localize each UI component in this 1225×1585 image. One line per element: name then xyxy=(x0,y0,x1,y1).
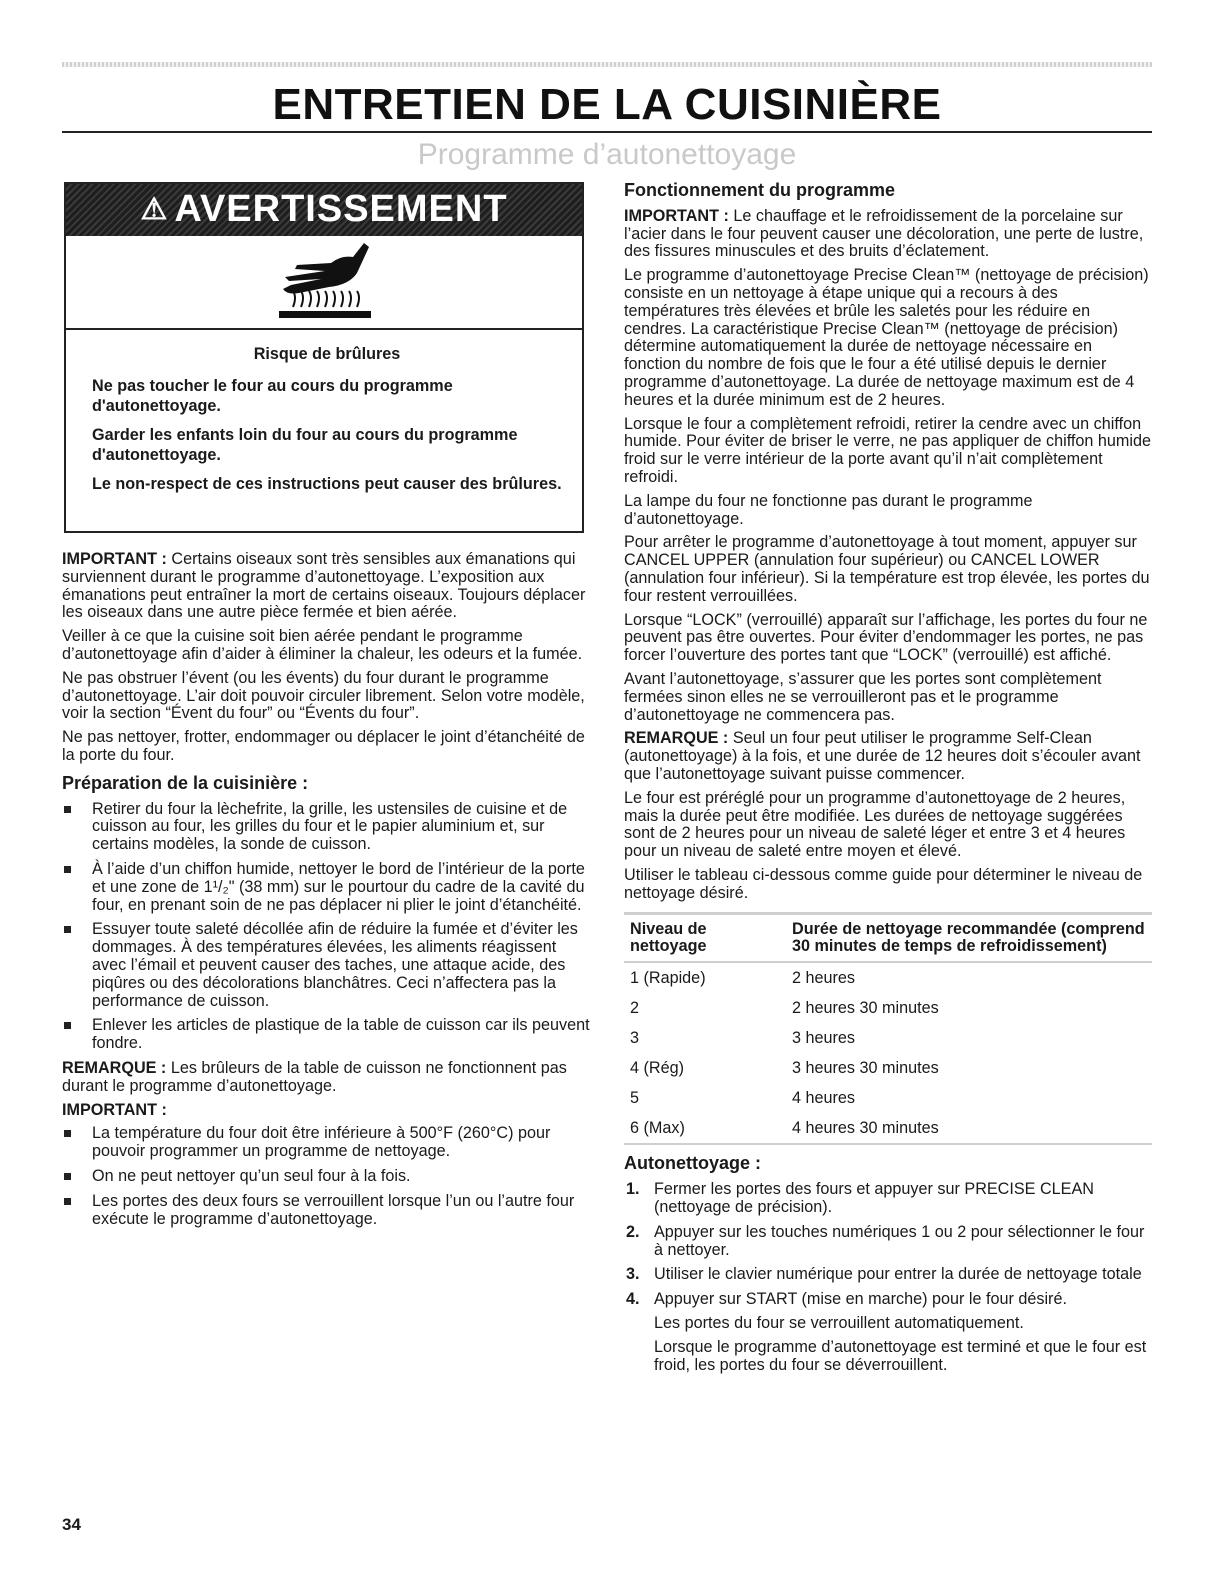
important-porcelain-paragraph xyxy=(624,208,1152,261)
table-row xyxy=(624,1023,1152,1053)
table-row xyxy=(624,1113,1152,1144)
table-cell: 3 heures 30 minutes xyxy=(792,1058,939,1077)
remark-lead: REMARQUE : xyxy=(62,1058,167,1077)
table-cell: 2 heures xyxy=(792,968,855,987)
table-cell: 1 (Rapide) xyxy=(630,968,706,987)
function-heading: Fonctionnement du programme xyxy=(624,180,896,200)
section-subtitle: Programme d’autonettoyage xyxy=(417,138,797,171)
remark-text: Seul un four peut utiliser le programme Self-Clean (autonettoyage) à la fois, et une durée de 12 heures doit s’écouler avant que l’autonettoyage suivant puisse commencer. xyxy=(624,729,1141,783)
table-intro-paragraph: Utiliser le tableau ci-dessous comme guide pour déterminer le niveau de nettoyage désiré. xyxy=(624,865,1143,902)
warning-risk: Risque de brûlures xyxy=(253,345,401,363)
important2-lead: IMPORTANT : xyxy=(62,1100,167,1119)
important-lead: IMPORTANT : xyxy=(62,550,167,568)
list-item: On ne peut nettoyer qu’un seul four à la fois. xyxy=(62,1168,592,1186)
step-note: Lorsque le programme d’autonettoyage est terminé et que le four est froid, les portes du four se déverrouillent. xyxy=(654,1337,1147,1374)
ash-paragraph: Lorsque le four a complètement refroidi, retirer la cendre avec un chiffon humide. Pour éviter de briser le verre, ne pas appliquer de chiffon humide froid sur le verre intérieur de la porte avant qu’il n’ait complètement refroidi. xyxy=(624,414,1151,486)
table-cell: 2 heures 30 minutes xyxy=(792,998,939,1017)
table-row xyxy=(624,1083,1152,1113)
precise-clean-paragraph: Le programme d’autonettoyage Precise Clean™ (nettoyage de précision) consiste en un nettoyage à étape unique qui a recours à des températures très élevées et brûle les saletés pour les réduire en cendres. La caractéristique Precise Clean™ (nettoyage de précision) détermine automatiquement la durée de nettoyage nécessaire en fonction du nombre de fois que le four a été utilisé depuis le dernier programme d’autonettoyage. La durée de nettoyage maximum est de 4 heures et la durée minimum est de 2 heures. xyxy=(624,266,1149,409)
preparation-list xyxy=(62,801,592,1053)
table-cell: 2 xyxy=(630,998,640,1017)
warning-line: Garder les enfants loin du four au cours du programme d'autonettoyage. xyxy=(92,426,518,464)
page-title: ENTRETIEN DE LA CUISINIÈRE xyxy=(272,80,942,129)
remark-paragraph xyxy=(624,730,1152,783)
doors-paragraph: Avant l’autonettoyage, s’assurer que les portes sont complètement fermées sinon elles ne se verrouilleront pas et le programme d’autonettoyage ne commencera pas. xyxy=(624,669,1102,724)
step-text: Utiliser le clavier numérique pour entrer la durée de nettoyage totale xyxy=(654,1265,1142,1284)
table-header-duration: Durée de nettoyage recommandée (comprend 30 minutes de temps de refroidissement) xyxy=(792,920,1145,956)
important-text: Le chauffage et le refroidissement de la porcelaine sur l’acier dans le four peuvent causer une décoloration, une perte de lustre, des fissures minuscules et des bruits d’éclatement. xyxy=(624,206,1144,261)
list-item xyxy=(624,1266,1152,1284)
table-cell: 4 heures 30 minutes xyxy=(792,1118,939,1137)
warning-box xyxy=(64,182,584,533)
remark-paragraph xyxy=(62,1060,592,1096)
step-text: Appuyer sur les touches numériques 1 ou 2 pour sélectionner le four à nettoyer. xyxy=(654,1222,1145,1259)
table-header-row xyxy=(624,914,1152,963)
list-item: La température du four doit être inférieure à 500°F (260°C) pour pouvoir programmer un programme de nettoyage. xyxy=(62,1125,592,1161)
list-item: Retirer du four la lèchefrite, la grille, les ustensiles de cuisine et de cuisson au four, les grilles du four et le papier aluminium et, sur certains modèles, la sonde de cuisson. xyxy=(62,801,592,854)
remark-text: Les brûleurs de la table de cuisson ne fonctionnent pas durant le programme d’autonettoyage. xyxy=(62,1058,567,1095)
table-cell: 4 heures xyxy=(792,1088,855,1107)
step-number: 4. xyxy=(626,1290,640,1309)
important-birds-paragraph xyxy=(62,551,592,622)
self-clean-steps xyxy=(624,1181,1152,1374)
preparation-heading: Préparation de la cuisinière : xyxy=(62,772,309,793)
important-text: Certains oiseaux sont très sensibles aux émanations qui surviennent durant le programme d’autonettoyage. L’exposition aux émanations peut entraîner la mort de certains oiseaux. Toujours déplacer les oiseaux dans une autre pièce fermée et bien aérée. xyxy=(62,550,586,622)
self-clean-heading: Autonettoyage : xyxy=(624,1153,761,1174)
list-item: Essuyer toute saleté décollée afin de réduire la fumée et d’éviter les dommages. À des températures élevées, les aliments réagissent avec l’émail et peuvent causer des taches, une attaque acide, des piqûres ou des décolorations blanchâtres. Ceci n’affectera pas la performance de cuisson. xyxy=(62,921,592,1010)
burn-hazard-icon xyxy=(66,236,582,330)
important-lead: IMPORTANT : xyxy=(624,206,729,225)
list-item: Les portes des deux fours se verrouillent lorsque l’un ou l’autre four exécute le programme d’autonettoyage. xyxy=(62,1193,592,1229)
warning-line: Ne pas toucher le four au cours du programme d'autonettoyage. xyxy=(92,377,453,415)
list-item: À l’aide d’un chiffon humide, nettoyer le bord de l’intérieur de la porte et une zone de 1¹/₂" (38 mm) sur le pourtour du cadre de la cavité du four, en prenant soin de ne pas déplacer ni plier le joint d’étanchéité. xyxy=(62,861,592,914)
ventilation-paragraph: Veiller à ce que la cuisine soit bien aérée pendant le programme d’autonettoyage afin d’aider à éliminer la chaleur, les odeurs et la fumée. xyxy=(62,627,583,663)
preset-paragraph: Le four est préréglé pour un programme d’autonettoyage de 2 heures, mais la durée peut être modifiée. Les durées de nettoyage suggérées sont de 2 heures pour un niveau de saleté léger et entre 3 et 4 heures pour un niveau de saleté entre moyen et élevé. xyxy=(624,788,1126,861)
list-item xyxy=(624,1291,1152,1374)
warning-line: Le non-respect de ces instructions peut causer des brûlures. xyxy=(92,475,562,493)
table-row xyxy=(624,993,1152,1023)
vent-paragraph: Ne pas obstruer l’évent (ou les évents) du four durant le programme d’autonettoyage. L’air doit pouvoir circuler librement. Selon votre modèle, voir la section “Évent du four” ou “Évents du four”. xyxy=(62,668,585,723)
step-note: Les portes du four se verrouillent automatiquement. xyxy=(654,1314,1024,1333)
step-number: 3. xyxy=(626,1265,640,1284)
table-cell: 6 (Max) xyxy=(630,1118,685,1137)
list-item xyxy=(624,1181,1152,1217)
lock-paragraph: Lorsque “LOCK” (verrouillé) apparaît sur l’affichage, les portes du four ne peuvent pas être ouvertes. Pour éviter d’endommager les portes, ne pas forcer l’ouverture des portes tant que “LOCK” (verrouillé) est affiché. xyxy=(624,610,1148,665)
cleaning-table xyxy=(624,912,1152,1145)
right-column xyxy=(624,182,1152,1381)
table-row xyxy=(624,1053,1152,1083)
cancel-paragraph: Pour arrêter le programme d’autonettoyage à tout moment, appuyer sur CANCEL UPPER (annulation four supérieur) ou CANCEL LOWER (annulation four inférieur). Si la température est trop élevée, les portes du four restent verrouillées. xyxy=(624,533,1150,605)
warning-triangle-icon: ⚠ xyxy=(140,193,169,227)
list-item xyxy=(624,1224,1152,1260)
step-number: 1. xyxy=(626,1180,640,1199)
gasket-paragraph: Ne pas nettoyer, frotter, endommager ou déplacer le joint d’étanchéité de la porte du four. xyxy=(62,728,585,764)
warning-header xyxy=(66,184,582,236)
table-cell: 4 (Rég) xyxy=(630,1058,684,1077)
table-row xyxy=(624,962,1152,993)
table-header-level: Niveau de nettoyage xyxy=(630,920,707,956)
step-text: Appuyer sur START (mise en marche) pour le four désiré. xyxy=(654,1290,1067,1309)
left-column xyxy=(62,182,592,1235)
step-number: 2. xyxy=(626,1222,640,1241)
page-number: 34 xyxy=(62,1515,81,1534)
important-list xyxy=(62,1125,592,1228)
header-top-rule xyxy=(62,62,1152,67)
table-cell: 3 heures xyxy=(792,1028,855,1047)
step-text: Fermer les portes des fours et appuyer sur PRECISE CLEAN (nettoyage de précision). xyxy=(654,1180,1094,1217)
warning-heading: AVERTISSEMENT xyxy=(174,188,508,231)
lamp-paragraph: La lampe du four ne fonctionne pas durant le programme d’autonettoyage. xyxy=(624,491,1033,528)
remark-lead: REMARQUE : xyxy=(624,729,729,748)
table-cell: 5 xyxy=(630,1088,640,1107)
title-rule xyxy=(62,131,1152,133)
list-item: Enlever les articles de plastique de la table de cuisson car ils peuvent fondre. xyxy=(62,1017,592,1053)
table-cell: 3 xyxy=(630,1028,640,1047)
warning-body xyxy=(66,330,582,531)
